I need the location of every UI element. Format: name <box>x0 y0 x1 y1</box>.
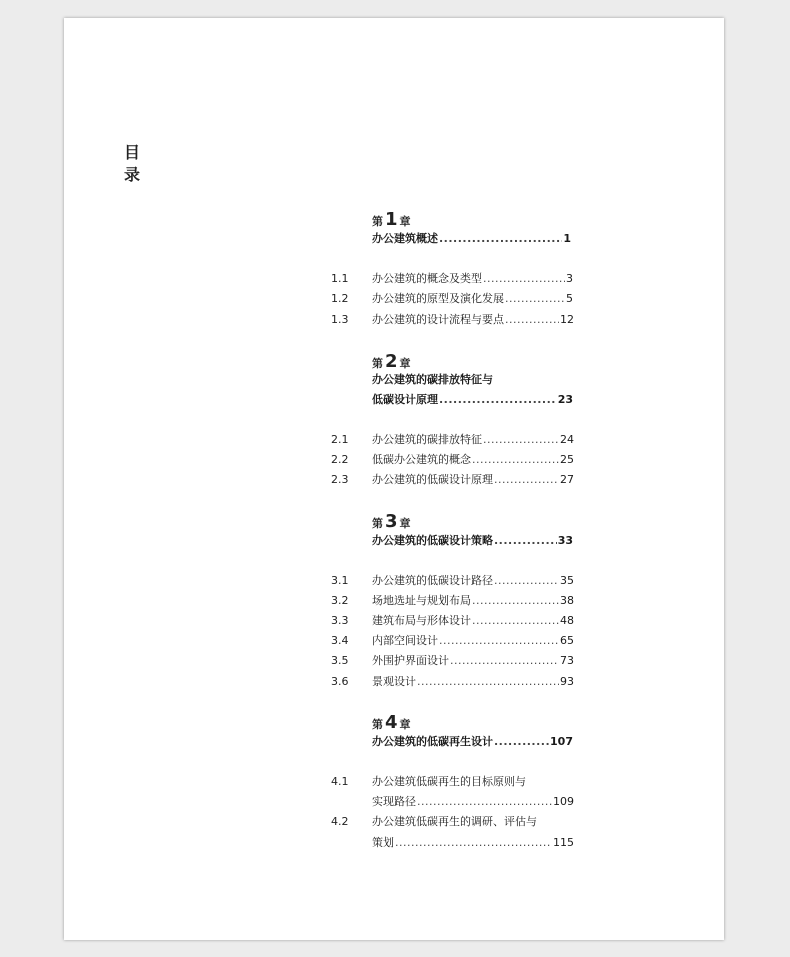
chapter-entry[interactable]: 办公建筑概述 ..... 1 <box>372 232 571 246</box>
dot-leader <box>472 453 559 467</box>
section-entry[interactable]: 办公建筑的碳排放特征 ..... 24 <box>372 433 574 447</box>
chapter-heading: 第 1 章 <box>372 209 411 230</box>
page-number: 24 <box>560 433 574 446</box>
section-number: 3.6 <box>331 675 349 688</box>
page-number: 48 <box>560 614 574 627</box>
section-entry[interactable]: 办公建筑的概念及类型 ..... 3 <box>372 272 573 286</box>
dot-leader <box>450 654 559 668</box>
page-number: 25 <box>560 453 574 466</box>
section-entry[interactable]: 策划 ..... 115 <box>372 836 574 850</box>
page-number: 107 <box>550 735 573 748</box>
chapter-number: 4 <box>385 712 398 733</box>
toc-title <box>124 142 144 186</box>
dot-leader <box>505 313 559 327</box>
dot-leader <box>439 232 562 246</box>
page-number: 73 <box>560 654 574 667</box>
section-entry[interactable]: 办公建筑的低碳设计原理 ..... 27 <box>372 473 574 487</box>
page-number: 3 <box>566 272 573 285</box>
toc-title-char: 目 <box>124 143 141 162</box>
chapter-number: 2 <box>385 351 398 372</box>
section-number: 4.2 <box>331 815 349 828</box>
dot-leader <box>483 433 559 447</box>
dot-leader <box>417 675 559 689</box>
dot-leader <box>439 393 557 407</box>
section-number: 1.2 <box>331 292 349 305</box>
section-number: 3.3 <box>331 614 349 627</box>
dot-leader <box>439 634 559 648</box>
dot-leader <box>472 614 559 628</box>
section-entry[interactable]: 景观设计 ..... 93 <box>372 675 574 689</box>
section-number: 4.1 <box>331 775 349 788</box>
section-number: 1.1 <box>331 272 349 285</box>
section-number: 3.2 <box>331 594 349 607</box>
section-entry[interactable]: 外围护界面设计 ..... 73 <box>372 654 574 668</box>
section-entry[interactable]: 建筑布局与形体设计 ..... 48 <box>372 614 574 628</box>
section-entry[interactable]: 办公建筑的原型及演化发展 ..... 5 <box>372 292 573 306</box>
section-number: 2.3 <box>331 473 349 486</box>
page-number: 33 <box>557 534 573 547</box>
page-number: 109 <box>553 795 574 808</box>
section-number: 2.2 <box>331 453 349 466</box>
page-number: 38 <box>560 594 574 607</box>
dot-leader <box>417 795 552 809</box>
dot-leader <box>494 534 557 548</box>
chapter-entry[interactable]: 办公建筑的低碳设计策略 ..... 33 <box>372 534 573 548</box>
section-entry[interactable]: 场地选址与规划布局 ..... 38 <box>372 594 574 608</box>
chapter-heading: 第 3 章 <box>372 511 411 532</box>
dot-leader <box>483 272 565 286</box>
section-number: 3.1 <box>331 574 349 587</box>
section-number: 3.4 <box>331 634 349 647</box>
section-number: 3.5 <box>331 654 349 667</box>
chapter-number: 3 <box>385 511 398 532</box>
section-title-line: 办公建筑低碳再生的调研、评估与 <box>372 815 537 828</box>
chapter-heading: 第 2 章 <box>372 351 411 372</box>
section-entry[interactable]: 办公建筑的低碳设计路径 ..... 35 <box>372 574 574 588</box>
section-entry[interactable]: 实现路径 ..... 109 <box>372 795 574 809</box>
chapter-heading: 第 4 章 <box>372 712 411 733</box>
dot-leader <box>472 594 559 608</box>
page-number: 1 <box>563 232 571 245</box>
dot-leader <box>395 836 552 850</box>
chapter-number: 1 <box>385 209 398 230</box>
chapter-title-line: 办公建筑的碳排放特征与 <box>372 373 493 386</box>
dot-leader <box>494 473 559 487</box>
dot-leader <box>494 574 559 588</box>
section-number: 1.3 <box>331 313 349 326</box>
section-entry[interactable]: 低碳办公建筑的概念 ..... 25 <box>372 453 574 467</box>
section-entry[interactable]: 办公建筑的设计流程与要点 ..... 12 <box>372 313 574 327</box>
page-number: 23 <box>557 393 573 406</box>
page-number: 115 <box>553 836 574 849</box>
chapter-entry[interactable]: 办公建筑的低碳再生设计 ..... 107 <box>372 735 573 749</box>
dot-leader <box>505 292 565 306</box>
page-number: 93 <box>560 675 574 688</box>
page-number: 5 <box>566 292 573 305</box>
page-number: 12 <box>560 313 574 326</box>
page-number: 35 <box>560 574 574 587</box>
section-title-line: 办公建筑低碳再生的目标原则与 <box>372 775 526 788</box>
dot-leader <box>494 735 549 749</box>
toc-title-char: 录 <box>124 165 141 184</box>
section-entry[interactable]: 内部空间设计 ..... 65 <box>372 634 574 648</box>
chapter-entry[interactable]: 低碳设计原理 ..... 23 <box>372 393 573 407</box>
section-number: 2.1 <box>331 433 349 446</box>
page-number: 27 <box>560 473 574 486</box>
page-number: 65 <box>560 634 574 647</box>
